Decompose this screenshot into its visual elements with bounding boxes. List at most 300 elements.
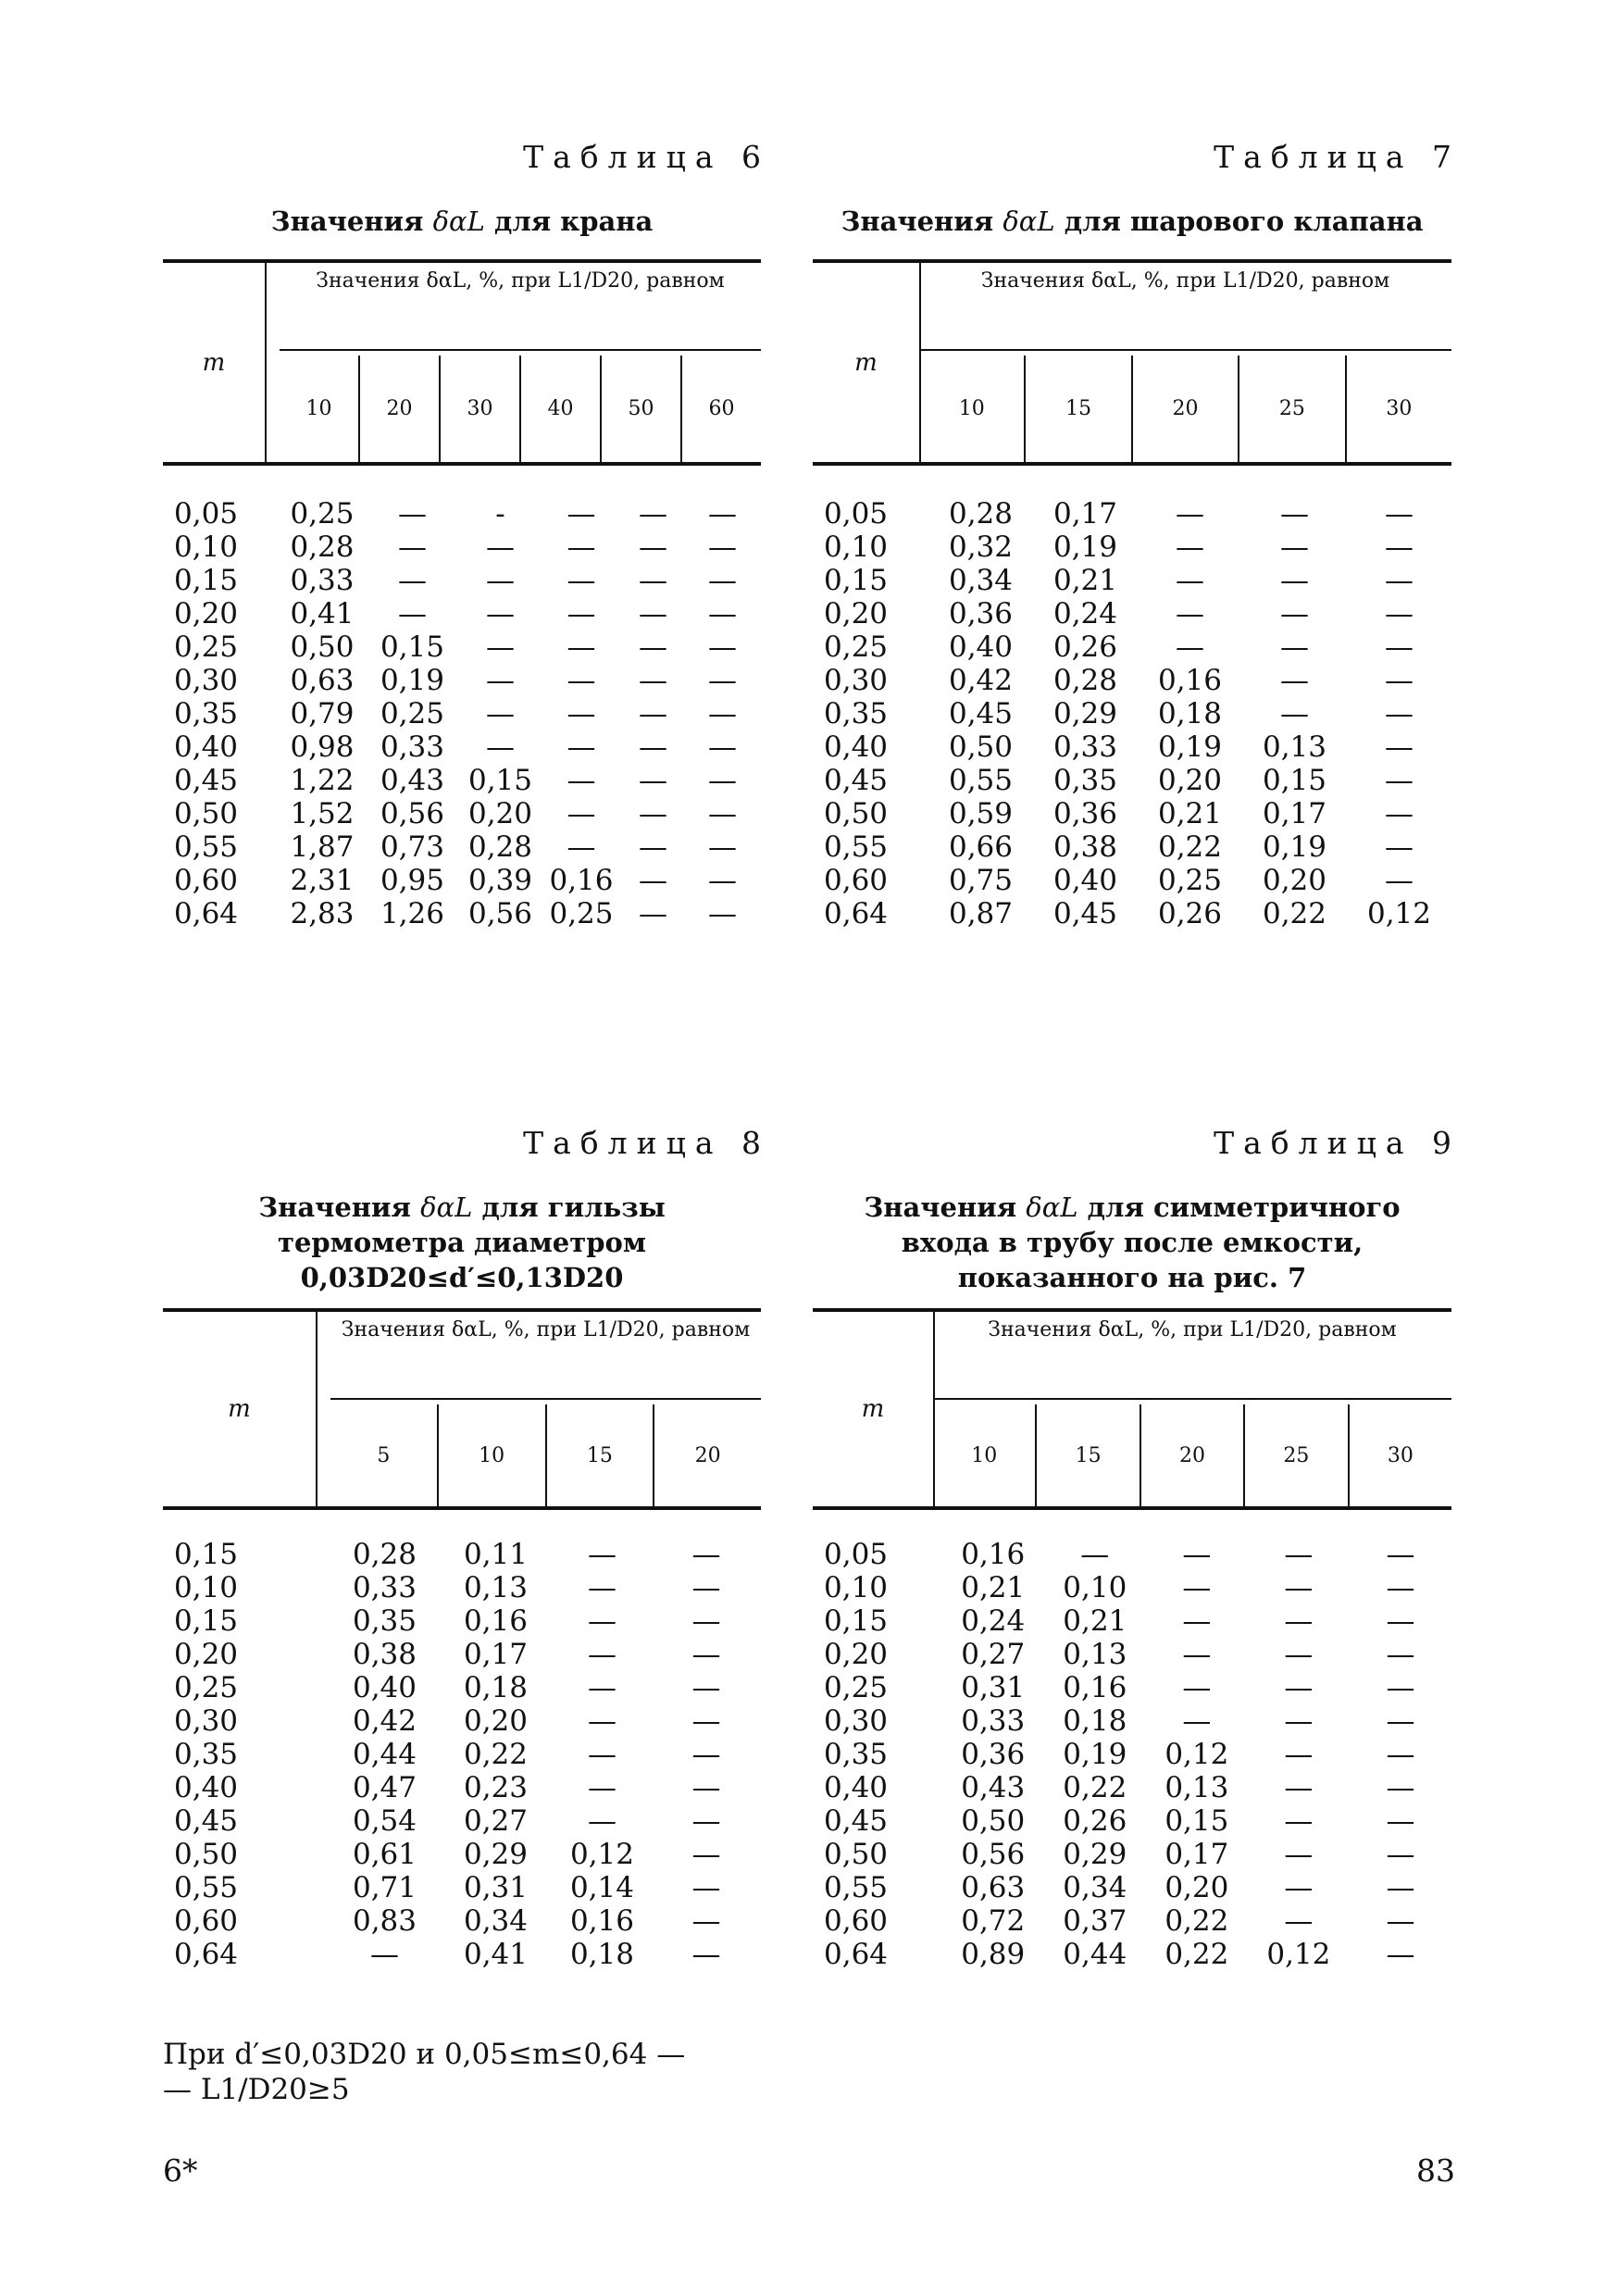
table-cell: 0,18 [463, 1671, 529, 1704]
m-value: 0,15 [174, 1604, 239, 1638]
table-cell: 0,16 [569, 1904, 635, 1938]
table-cell: — [486, 697, 515, 730]
table-cell: — [1284, 1638, 1314, 1671]
column-header: 10 [971, 1443, 998, 1467]
column-header: 30 [1345, 356, 1451, 462]
table-cell: — [691, 1604, 721, 1638]
table-cell: 0,42 [948, 664, 1014, 697]
table-cell: 0,44 [352, 1738, 417, 1771]
table-row [813, 1638, 1451, 1671]
table-cell: 0,13 [1262, 730, 1327, 764]
column-header: 10 [958, 397, 985, 420]
table-cell: 0,95 [380, 864, 445, 897]
m-value: 0,20 [174, 597, 239, 630]
table-row [163, 830, 761, 864]
table-cell: — [691, 1771, 721, 1804]
table-cell: 0,41 [463, 1938, 529, 1971]
table-cell: 0,56 [961, 1838, 1026, 1871]
table-cell: — [588, 1771, 616, 1804]
table-cell: — [1182, 1638, 1212, 1671]
table-cell: — [691, 1738, 721, 1771]
table-cell: 0,43 [961, 1771, 1026, 1804]
table-cell: 0,17 [1262, 797, 1327, 830]
table-cell: 0,56 [467, 897, 533, 930]
table-cell: 0,12 [1164, 1738, 1229, 1771]
footnote-line-1: При d′≤0,03D20 и 0,05≤m≤0,64 — [163, 2038, 686, 2071]
column-headers [280, 356, 761, 462]
table-cell: — [1280, 597, 1309, 630]
table-cell: 0,35 [352, 1604, 417, 1638]
column-header: 15 [1035, 1404, 1139, 1506]
table-title: Значения δαL для симметричного входа в трубу после емкости, показанного на рис. 7 [864, 1192, 1401, 1293]
table-cell: — [639, 764, 667, 797]
table-cell: 0,28 [352, 1538, 417, 1571]
table-cell: — [1280, 697, 1309, 730]
table-cell: — [1284, 1704, 1314, 1738]
m-value: 0,15 [174, 564, 239, 597]
table-cell: — [691, 1538, 721, 1571]
table-cell: — [567, 664, 596, 697]
table-cell: — [691, 1804, 721, 1838]
table-cell: — [1182, 1671, 1212, 1704]
table-cell: — [1176, 630, 1204, 664]
table-cell: — [588, 1671, 616, 1704]
table-cell: — [1284, 1604, 1314, 1638]
column-header: 50 [600, 356, 680, 462]
table-body [813, 497, 1451, 930]
table-row [813, 630, 1451, 664]
table-cell: 0,34 [463, 1904, 529, 1938]
m-value: 0,30 [174, 1704, 239, 1738]
m-value: 0,05 [174, 497, 239, 530]
m-value: 0,50 [824, 1838, 889, 1871]
table-cell: — [1386, 1871, 1415, 1904]
table-cell: 0,18 [1157, 697, 1223, 730]
table-cell: — [1182, 1538, 1212, 1571]
table-cell: — [1176, 564, 1204, 597]
table-row [813, 764, 1451, 797]
table-cell: — [691, 1904, 721, 1938]
table-cell: — [567, 764, 596, 797]
table-cell: — [486, 597, 515, 630]
table-row [163, 497, 761, 530]
m-value: 0,10 [824, 1571, 889, 1604]
table-cell: 0,16 [961, 1538, 1026, 1571]
table-cell: — [567, 830, 596, 864]
table-header [813, 259, 1451, 466]
column-group-header: Значения δαL, %, при L1/D20, равном [933, 1312, 1451, 1400]
table-cell: — [639, 897, 667, 930]
table-cell: 0,25 [549, 897, 614, 930]
m-value: 0,35 [824, 697, 889, 730]
column-header: 5 [377, 1443, 391, 1467]
m-value: 0,35 [174, 697, 239, 730]
table-cell: — [639, 564, 667, 597]
table-row [813, 597, 1451, 630]
table-cell: 0,12 [1366, 897, 1432, 930]
table-cell: 0,89 [961, 1938, 1026, 1971]
table-cell: 0,29 [1063, 1838, 1127, 1871]
table-row [163, 730, 761, 764]
table-cell: 0,29 [1052, 697, 1118, 730]
table-cell: 0,19 [1052, 530, 1118, 564]
table-cell: — [708, 630, 737, 664]
column-header: 25 [1238, 356, 1344, 462]
m-value: 0,10 [174, 1571, 239, 1604]
table-cell: 0,36 [961, 1738, 1026, 1771]
m-value: 0,15 [174, 1538, 239, 1571]
table-cell: — [588, 1538, 616, 1571]
m-value: 0,35 [824, 1738, 889, 1771]
table-header [813, 1308, 1451, 1510]
table-cell: — [1176, 597, 1204, 630]
table-cell: — [708, 797, 737, 830]
table-cell: — [1284, 1904, 1314, 1938]
table-cell: — [1385, 797, 1414, 830]
table-cell: 0,40 [352, 1671, 417, 1704]
table-cell: — [567, 597, 596, 630]
m-value: 0,50 [174, 797, 239, 830]
table-cell: — [639, 864, 667, 897]
table-cell: — [588, 1804, 616, 1838]
table-cell: 0,27 [961, 1638, 1026, 1671]
table-row [163, 1738, 761, 1771]
table-cell: 0,40 [948, 630, 1014, 664]
table-cell: 0,33 [1052, 730, 1118, 764]
table-cell: — [691, 1704, 721, 1738]
table-row [813, 864, 1451, 897]
table-cell: 0,45 [1052, 897, 1118, 930]
m-value: 0,05 [824, 1538, 889, 1571]
table-row [813, 830, 1451, 864]
table-cell: — [1284, 1838, 1314, 1871]
table-cell: — [1280, 664, 1309, 697]
table-cell: 0,19 [1063, 1738, 1127, 1771]
table-cell: — [1385, 664, 1414, 697]
table-cell: — [691, 1838, 721, 1871]
table-cell: 0,22 [1157, 830, 1223, 864]
table-cell: — [708, 864, 737, 897]
column-header: 25 [1243, 1404, 1347, 1506]
table-row [163, 530, 761, 564]
table-caption: Таблица 7 [1214, 139, 1461, 175]
m-value: 0,25 [824, 630, 889, 664]
table-caption: Таблица 8 [523, 1125, 770, 1161]
table-cell: — [708, 697, 737, 730]
table-cell: — [567, 497, 596, 530]
table-header [163, 259, 761, 466]
table-cell: 0,16 [1157, 664, 1223, 697]
table-cell: 0,26 [1052, 630, 1118, 664]
m-value: 0,55 [824, 1871, 889, 1904]
table-cell: — [398, 564, 427, 597]
table-cell: 0,26 [1063, 1804, 1127, 1838]
m-value: 0,05 [824, 497, 889, 530]
table-cell: — [708, 764, 737, 797]
table-cell: — [639, 597, 667, 630]
table-6 [163, 139, 770, 930]
column-header: 10 [437, 1404, 545, 1506]
table-cell: — [567, 697, 596, 730]
table-row [813, 1938, 1451, 1971]
table-row [163, 1571, 761, 1604]
table-cell: 0,18 [1063, 1704, 1127, 1738]
table-cell: — [1386, 1538, 1415, 1571]
m-value: 0,25 [174, 630, 239, 664]
table-row [813, 1871, 1451, 1904]
table-cell: 0,17 [1052, 497, 1118, 530]
table-cell: — [1385, 530, 1414, 564]
table-row [163, 1538, 761, 1571]
table-row [163, 1638, 761, 1671]
m-column-header: m [813, 263, 921, 462]
table-header [163, 1308, 761, 1510]
column-header: 15 [545, 1404, 654, 1506]
table-cell: 0,28 [290, 530, 355, 564]
table-row [813, 564, 1451, 597]
table-title: Значения δαL для шарового клапана [841, 206, 1424, 237]
table-cell: 0,41 [290, 597, 355, 630]
table-cell: 0,33 [352, 1571, 417, 1604]
table-8 [163, 1125, 770, 1971]
table-cell: — [639, 497, 667, 530]
table-cell: — [1385, 630, 1414, 664]
column-group-header: Значения δαL, %, при L1/D20, равном [330, 1312, 761, 1400]
m-value: 0,64 [174, 1938, 239, 1971]
table-cell: 0,13 [1063, 1638, 1127, 1671]
table-row [163, 1604, 761, 1638]
table-cell: 0,13 [1164, 1771, 1229, 1804]
table-row [163, 1671, 761, 1704]
column-group-header: Значения δαL, %, при L1/D20, равном [280, 263, 761, 351]
table-cell: 0,10 [1063, 1571, 1127, 1604]
table-cell: — [1182, 1704, 1212, 1738]
m-value: 0,10 [174, 530, 239, 564]
table-cell: — [1386, 1671, 1415, 1704]
table-cell: — [1284, 1871, 1314, 1904]
table-row [163, 1771, 761, 1804]
table-cell: — [588, 1738, 616, 1771]
table-cell: 0,29 [463, 1838, 529, 1871]
table-row [163, 797, 761, 830]
page-number: 83 [1416, 2152, 1455, 2189]
column-group-header: Значения δαL, %, при L1/D20, равном [919, 263, 1451, 351]
table-cell: 0,38 [352, 1638, 417, 1671]
m-value: 0,50 [174, 1838, 239, 1871]
table-cell: — [639, 630, 667, 664]
table-cell: 2,31 [290, 864, 355, 897]
table-row [163, 1904, 761, 1938]
table-cell: — [708, 730, 737, 764]
m-value: 0,64 [174, 897, 239, 930]
table-title: Значения δαL для крана [270, 206, 654, 237]
m-value: 0,40 [174, 1771, 239, 1804]
table-row [813, 730, 1451, 764]
table-cell: — [639, 697, 667, 730]
table-cell: — [1284, 1571, 1314, 1604]
table-row [813, 1904, 1451, 1938]
table-cell: — [1386, 1838, 1415, 1871]
table-cell: 0,21 [1157, 797, 1223, 830]
table-cell: 0,19 [380, 664, 445, 697]
table-row [813, 1704, 1451, 1738]
table-cell: — [1385, 497, 1414, 530]
table-cell: 0,26 [1157, 897, 1223, 930]
table-cell: — [1284, 1738, 1314, 1771]
table-cell: 0,36 [1052, 797, 1118, 830]
table-cell: — [486, 630, 515, 664]
table-cell: — [1386, 1604, 1415, 1638]
table-cell: — [588, 1704, 616, 1738]
table-cell: 0,22 [1164, 1938, 1229, 1971]
table-cell: — [588, 1638, 616, 1671]
table-cell: 0,20 [467, 797, 533, 830]
column-header: 30 [1348, 1404, 1451, 1506]
table-cell: — [1385, 597, 1414, 630]
table-cell: — [708, 830, 737, 864]
table-cell: 0,21 [1052, 564, 1118, 597]
table-row [163, 864, 761, 897]
table-cell: — [588, 1604, 616, 1638]
table-cell: — [691, 1571, 721, 1604]
table-cell: 0,45 [948, 697, 1014, 730]
table-cell: 1,26 [380, 897, 445, 930]
table-cell: 0,15 [1262, 764, 1327, 797]
table-cell: 0,31 [961, 1671, 1026, 1704]
table-row [813, 497, 1451, 530]
table-cell: 0,55 [948, 764, 1014, 797]
table-row [813, 1538, 1451, 1571]
table-cell: — [708, 897, 737, 930]
table-cell: — [1280, 564, 1309, 597]
m-value: 0,64 [824, 897, 889, 930]
table-row [163, 1704, 761, 1738]
table-cell: — [1280, 630, 1309, 664]
table-body [163, 497, 761, 930]
table-row [813, 1738, 1451, 1771]
table-cell: 0,25 [290, 497, 355, 530]
table-cell: 0,20 [1164, 1871, 1229, 1904]
table-cell: — [1182, 1604, 1212, 1638]
m-value: 0,30 [824, 664, 889, 697]
table-cell: 0,21 [961, 1571, 1026, 1604]
table-cell: — [639, 797, 667, 830]
table-cell: — [639, 530, 667, 564]
table-cell: 0,50 [290, 630, 355, 664]
table-9 [813, 1125, 1461, 1971]
table-cell: 0,25 [1157, 864, 1223, 897]
table-cell: — [486, 530, 515, 564]
table-cell: 0,50 [948, 730, 1014, 764]
table-cell: 0,34 [1063, 1871, 1127, 1904]
m-value: 0,40 [824, 730, 889, 764]
table-row [813, 1804, 1451, 1838]
table-cell: 0,44 [1063, 1938, 1127, 1971]
table-cell: — [708, 597, 737, 630]
table-cell: 0,13 [463, 1571, 529, 1604]
table-cell: — [691, 1638, 721, 1671]
table-cell: — [1284, 1804, 1314, 1838]
table-cell: 2,83 [290, 897, 355, 930]
table-cell: 0,83 [352, 1904, 417, 1938]
table-cell: 0,33 [961, 1704, 1026, 1738]
table-cell: 0,43 [380, 764, 445, 797]
table-cell: — [486, 730, 515, 764]
table-row [813, 1571, 1451, 1604]
table-cell: — [1385, 830, 1414, 864]
table-row [813, 697, 1451, 730]
table-cell: — [691, 1938, 721, 1971]
table-cell: — [1280, 530, 1309, 564]
column-headers [919, 356, 1451, 462]
table-cell: — [708, 664, 737, 697]
m-value: 0,15 [824, 1604, 889, 1638]
table-cell: 0,17 [1164, 1838, 1229, 1871]
column-header: 15 [1024, 356, 1130, 462]
table-row [813, 1771, 1451, 1804]
table-row [813, 664, 1451, 697]
footnote [163, 2037, 685, 2107]
table-cell: 0,15 [380, 630, 445, 664]
m-value: 0,40 [824, 1771, 889, 1804]
table-cell: 0,27 [463, 1804, 529, 1838]
table-cell: 0,12 [1266, 1938, 1331, 1971]
table-cell: 0,16 [463, 1604, 529, 1638]
table-cell: — [1080, 1538, 1110, 1571]
table-cell: 0,73 [380, 830, 445, 864]
table-cell: 1,52 [290, 797, 355, 830]
table-cell: — [691, 1671, 721, 1704]
table-cell: — [1386, 1738, 1415, 1771]
table-cell: — [1386, 1771, 1415, 1804]
table-row [163, 597, 761, 630]
table-row [163, 1838, 761, 1871]
table-cell: 0,61 [352, 1838, 417, 1871]
table-cell: — [1385, 564, 1414, 597]
table-cell: 1,87 [290, 830, 355, 864]
table-cell: 0,32 [948, 530, 1014, 564]
table-cell: 0,33 [290, 564, 355, 597]
table-cell: — [1385, 730, 1414, 764]
m-value: 0,45 [174, 764, 239, 797]
m-value: 0,55 [174, 830, 239, 864]
table-cell: — [1386, 1904, 1415, 1938]
column-header: 20 [358, 356, 439, 462]
table-body [813, 1538, 1451, 1971]
table-cell: 0,19 [1262, 830, 1327, 864]
table-cell: — [567, 730, 596, 764]
table-caption: Таблица 6 [523, 139, 770, 175]
table-cell: — [567, 564, 596, 597]
m-value: 0,20 [824, 597, 889, 630]
m-value: 0,60 [824, 864, 889, 897]
table-row [163, 697, 761, 730]
table-cell: 0,72 [961, 1904, 1026, 1938]
table-cell: 0,22 [1063, 1771, 1127, 1804]
m-value: 0,60 [174, 864, 239, 897]
table-cell: 0,12 [569, 1838, 635, 1871]
table-cell: — [370, 1938, 399, 1971]
table-cell: 0,22 [1262, 897, 1327, 930]
table-cell: — [1284, 1771, 1314, 1804]
column-headers [933, 1404, 1451, 1506]
table-row [813, 897, 1451, 930]
table-cell: 0,19 [1157, 730, 1223, 764]
table-cell: 0,21 [1063, 1604, 1127, 1638]
table-cell: — [567, 630, 596, 664]
m-column-header: m [813, 1312, 935, 1506]
m-value: 0,45 [174, 1804, 239, 1838]
